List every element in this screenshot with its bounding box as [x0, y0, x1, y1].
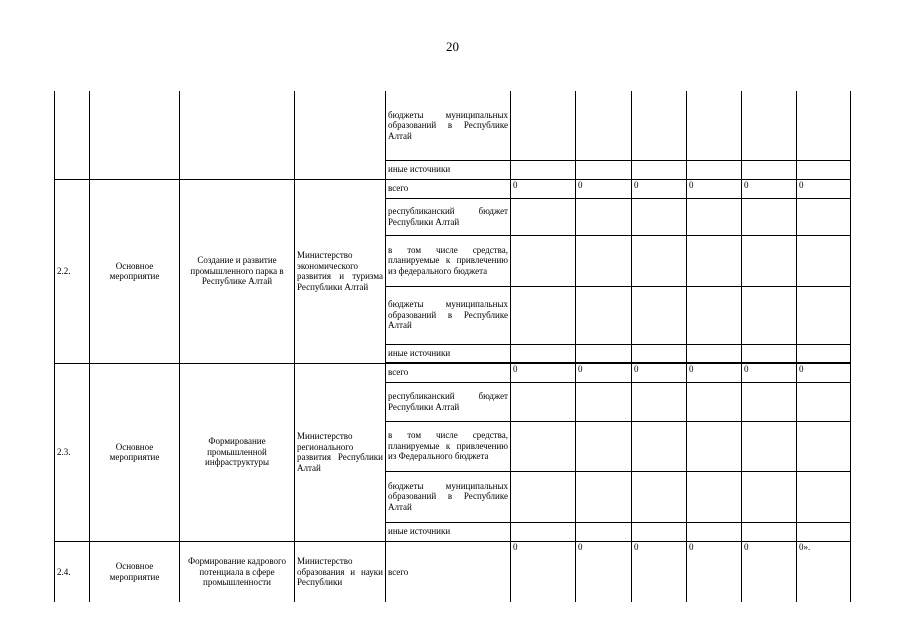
cell-executor: Министерство регионального развития Республики Алтай: [295, 363, 386, 541]
value-cell: [576, 91, 632, 160]
value-cell: [797, 382, 851, 421]
value-cell: [576, 522, 632, 541]
value-cell: [742, 160, 797, 179]
table-row: [55, 541, 851, 602]
value-cell: [742, 235, 797, 286]
value-cell: 0: [511, 363, 576, 382]
cell-name: Формирование промышленной инфраструктуры: [180, 363, 295, 541]
value-cell: [576, 421, 632, 471]
value-cell: [687, 286, 742, 344]
value-cell: [797, 471, 851, 522]
value-cell: [632, 198, 687, 235]
value-cell: 0: [576, 363, 632, 382]
value-cell: [797, 235, 851, 286]
value-cell: [797, 91, 851, 160]
value-cell: [797, 344, 851, 362]
source-federal: в том числе средства, планируемые к привлечению из федерального бюджета: [386, 235, 511, 286]
cell-number: 2.4.: [55, 541, 90, 602]
value-cell: [797, 421, 851, 471]
table-row: [55, 363, 851, 382]
value-cell: [687, 382, 742, 421]
value-cell: [687, 198, 742, 235]
value-cell: [632, 286, 687, 344]
source-republican: республиканский бюджет Республики Алтай: [386, 198, 511, 235]
source-total: всего: [386, 541, 511, 602]
value-cell: 0: [576, 541, 632, 602]
value-cell: [632, 421, 687, 471]
value-cell: [687, 522, 742, 541]
value-cell: 0: [632, 541, 687, 602]
value-cell: [687, 344, 742, 362]
value-cell: [687, 235, 742, 286]
value-cell: 0: [742, 363, 797, 382]
value-cell: [511, 198, 576, 235]
value-cell: [742, 522, 797, 541]
value-cell: [576, 160, 632, 179]
source-municipal: бюджеты муниципальных образований в Республике Алтай: [386, 286, 511, 344]
value-cell: [576, 198, 632, 235]
source-republican: республиканский бюджет Республики Алтай: [386, 382, 511, 421]
source-other: иные источники: [386, 522, 511, 541]
value-cell: [797, 522, 851, 541]
value-cell: [742, 91, 797, 160]
value-cell: 0: [797, 363, 851, 382]
value-cell: 0: [511, 179, 576, 198]
value-cell: 0: [797, 179, 851, 198]
source-total: всего: [386, 363, 511, 382]
cell-kind: Основное мероприятие: [90, 179, 180, 363]
value-cell: [742, 471, 797, 522]
value-cell: [576, 344, 632, 362]
cell-number: [55, 91, 90, 179]
value-cell: [511, 471, 576, 522]
value-cell: [742, 344, 797, 362]
value-cell: [576, 382, 632, 421]
value-cell: [742, 198, 797, 235]
value-cell: [742, 421, 797, 471]
value-cell: [797, 160, 851, 179]
source-municipal: бюджеты муниципальных образований в Республике Алтай: [386, 471, 511, 522]
value-cell: [687, 91, 742, 160]
cell-number: 2.3.: [55, 363, 90, 541]
cell-kind: Основное мероприятие: [90, 363, 180, 541]
value-cell: [632, 344, 687, 362]
value-cell: [632, 382, 687, 421]
value-cell: [576, 286, 632, 344]
cell-kind: Основное мероприятие: [90, 541, 180, 602]
value-cell: 0».: [797, 541, 851, 602]
cell-name: [180, 91, 295, 179]
value-cell: [687, 160, 742, 179]
value-cell: [511, 160, 576, 179]
value-cell: [511, 91, 576, 160]
cell-kind: [90, 91, 180, 179]
value-cell: [632, 160, 687, 179]
value-cell: [742, 382, 797, 421]
value-cell: [632, 91, 687, 160]
cell-executor: Министерство экономического развития и туризма Республики Алтай: [295, 179, 386, 363]
value-cell: [511, 522, 576, 541]
value-cell: [576, 235, 632, 286]
page-number: 20: [446, 39, 459, 54]
cell-executor: [295, 91, 386, 179]
source-federal: в том числе средства, планируемые к привлечению из Федерального бюджета: [386, 421, 511, 471]
value-cell: 0: [742, 541, 797, 602]
source-municipal: бюджеты муниципальных образований в Республике Алтай: [386, 91, 511, 160]
value-cell: [632, 235, 687, 286]
value-cell: [632, 471, 687, 522]
value-cell: 0: [632, 363, 687, 382]
value-cell: 0: [511, 541, 576, 602]
cell-name: Создание и развитие промышленного парка в Республике Алтай: [180, 179, 295, 363]
source-other: иные источники: [386, 160, 511, 179]
value-cell: 0: [742, 179, 797, 198]
value-cell: 0: [576, 179, 632, 198]
table-row: [55, 179, 851, 198]
value-cell: 0: [687, 179, 742, 198]
cell-name: Формирование кадрового потенциала в сфере промышленности: [180, 541, 295, 602]
value-cell: 0: [687, 541, 742, 602]
value-cell: 0: [687, 363, 742, 382]
value-cell: [511, 421, 576, 471]
cell-number: 2.2.: [55, 179, 90, 363]
value-cell: [632, 522, 687, 541]
value-cell: [687, 421, 742, 471]
source-total: всего: [386, 179, 511, 198]
value-cell: [576, 471, 632, 522]
value-cell: [742, 286, 797, 344]
value-cell: [511, 286, 576, 344]
cell-executor: Министерство образования и науки Республики: [295, 541, 386, 602]
budget-table: [54, 91, 851, 602]
value-cell: [687, 471, 742, 522]
table-row: [55, 91, 851, 160]
value-cell: [511, 382, 576, 421]
value-cell: [797, 198, 851, 235]
value-cell: 0: [632, 179, 687, 198]
source-other: иные источники: [386, 344, 511, 362]
value-cell: [797, 286, 851, 344]
value-cell: [511, 235, 576, 286]
value-cell: [511, 344, 576, 362]
